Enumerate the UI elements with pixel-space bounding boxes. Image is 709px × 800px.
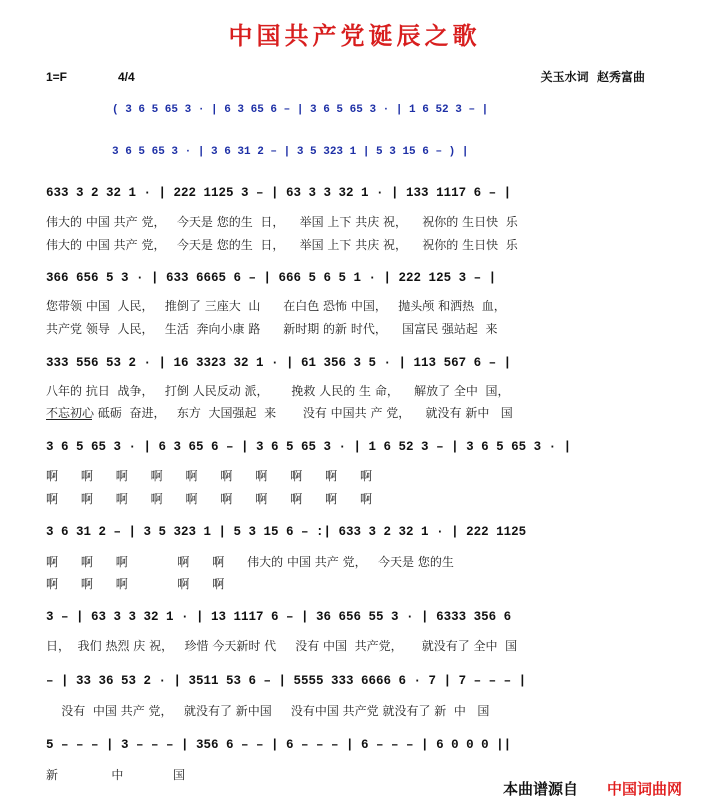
- highlight-underline: [46, 419, 92, 421]
- lyric-line-4a: 啊 啊 啊 啊 啊 啊 啊 啊 啊 啊: [46, 469, 372, 483]
- lyric-line-2b: 共产党 领导 人民， 生活 奔向小康 路 新时期 的新 时代， 国富民 强站起 来: [46, 322, 498, 336]
- lyric-line-1a: 伟大的 中国 共产 党， 今天是 您的生 日， 举国 上下 共庆 祝， 祝你的 生日快 乐: [46, 215, 518, 229]
- lyric-line-3b: 不忘初心 砥砺 奋进， 东方 大国强起 来 没有 中国共 产 党， 就没有 新中 国: [46, 406, 513, 420]
- intro-line-2: 3 6 5 65 3 · | 3 6 31 2 – | 3 5 323 1 | 5 3 15 6 – ) |: [112, 146, 469, 158]
- lyric-line-3a: 八年的 抗日 战争， 打倒 人民反动 派， 挽救 人民的 生 命， 解放了 全中 国，: [46, 384, 510, 398]
- lyric-line-5b: 啊 啊 啊 啊 啊: [46, 577, 225, 591]
- song-title: 中国共产党诞辰之歌: [228, 22, 481, 50]
- lyric-line-5a: 啊 啊 啊 啊 啊 伟大的 中国 共产 党， 今天是 您的生: [46, 555, 454, 569]
- lyric-line-4b: 啊 啊 啊 啊 啊 啊 啊 啊 啊 啊: [46, 492, 372, 506]
- lyric-line-7: 没有 中国 共产 党， 就没有了 新中国 没有中国 共产党 就没有了 新 中 国: [46, 704, 490, 718]
- notation-line-7: – | 33 36 53 2 · | 3511 53 6 – | 5555 333 6666 6 · 7 | 7 – – – |: [46, 674, 527, 688]
- notation-line-5: 3 6 31 2 – | 3 5 323 1 | 5 3 15 6 – :| 633 3 2 32 1 · | 222 1125: [46, 525, 527, 539]
- key-signature: 1=F: [46, 70, 68, 84]
- site-name-link[interactable]: 中国词曲网: [607, 780, 683, 798]
- time-signature: 4/4: [118, 70, 135, 84]
- credits: 关玉水词 赵秀富曲: [540, 70, 645, 84]
- notation-line-1: 633 3 2 32 1 · | 222 1125 3 – | 63 3 3 32 1 · | 133 1117 6 – |: [46, 186, 512, 200]
- intro-line-1: ( 3 6 5 65 3 · | 6 3 65 6 – | 3 6 5 65 3 · | 1 6 52 3 – |: [112, 104, 489, 116]
- notation-line-2: 366 656 5 3 · | 633 6665 6 – | 666 5 6 5 1 · | 222 125 3 – |: [46, 271, 497, 285]
- notation-line-8: 5 – – – | 3 – – – | 356 6 – – | 6 – – – | 6 – – – | 6 0 0 0 ||: [46, 738, 512, 752]
- notation-line-6: 3 – | 63 3 3 32 1 · | 13 1117 6 – | 36 656 55 3 · | 6333 356 6: [46, 610, 512, 624]
- notation-line-4: 3 6 5 65 3 · | 6 3 65 6 – | 3 6 5 65 3 · | 1 6 52 3 – | 3 6 5 65 3 · |: [46, 440, 572, 454]
- source-label: 本曲谱源自: [503, 780, 579, 798]
- lyric-line-2a: 您带领 中国 人民， 推倒了 三座大 山 在白色 恐怖 中国， 抛头颅 和洒热 血，: [46, 299, 506, 313]
- lyric-line-6: 日， 我们 热烈 庆 祝， 珍惜 今天新时 代 没有 中国 共产党， 就没有了 全中 国: [46, 639, 518, 653]
- lyric-line-8: 新 中 国: [46, 768, 185, 782]
- notation-line-3: 333 556 53 2 · | 16 3323 32 1 · | 61 356 3 5 · | 113 567 6 – |: [46, 356, 512, 370]
- lyric-line-1b: 伟大的 中国 共产 党， 今天是 您的生 日， 举国 上下 共庆 祝， 祝你的 生日快 乐: [46, 238, 518, 252]
